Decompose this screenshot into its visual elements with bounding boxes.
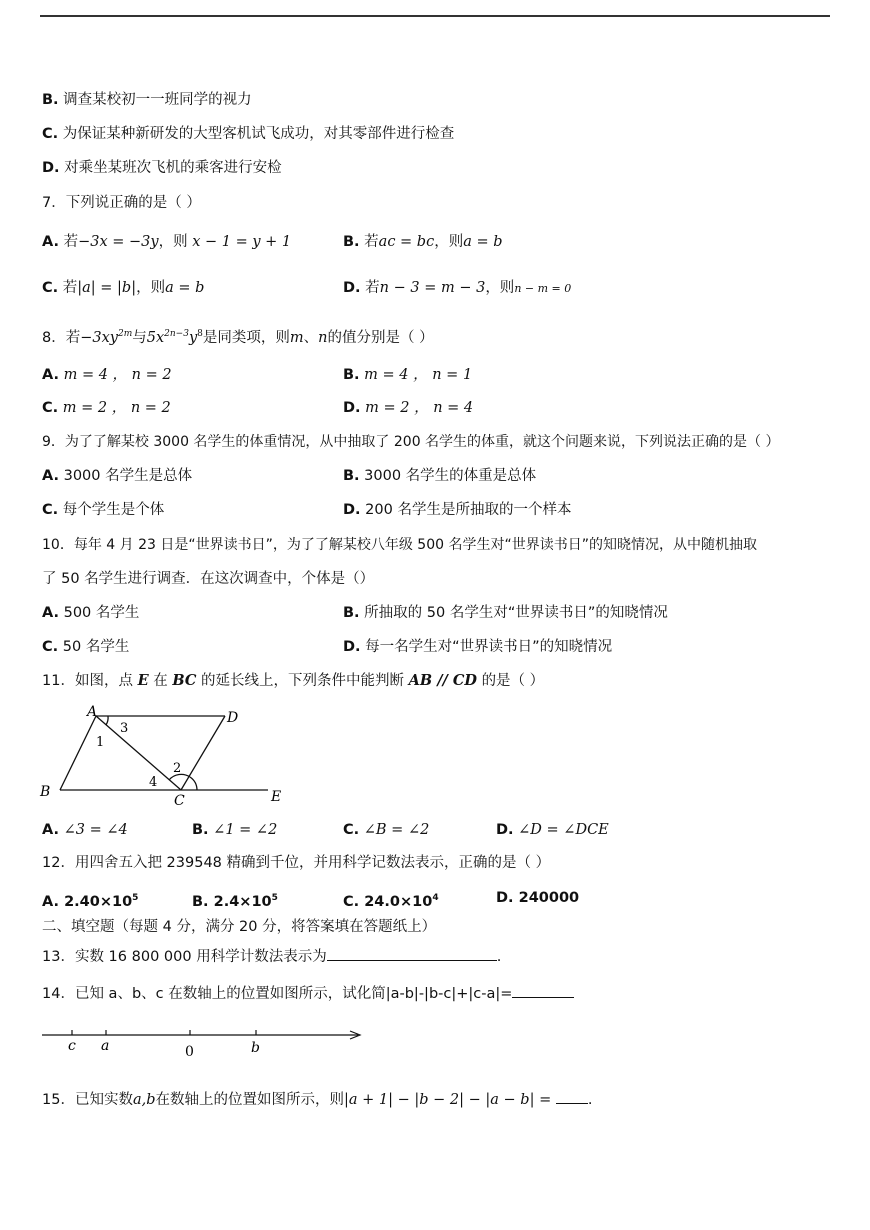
- option-prefix: 若: [62, 280, 78, 296]
- angle-2-label: 2: [173, 761, 182, 776]
- q7-option-c: [42, 278, 204, 298]
- option-label: A.: [42, 367, 59, 383]
- q9-option-a: [42, 466, 192, 486]
- q6-option-d: [42, 158, 282, 178]
- q12-stem: 12．用四舍五入把 239548 精确到千位，并用科学记数法表示，正确的是（ ）: [42, 855, 551, 871]
- option-exponent: 5: [271, 893, 278, 903]
- option-text: 500 名学生: [63, 605, 140, 621]
- option-label: A.: [42, 822, 59, 838]
- math-expr: |a + 1| − |b − 2| − |a − b| =: [344, 1092, 552, 1108]
- point-e-label: E: [271, 789, 282, 805]
- point-zero-label: 0: [185, 1044, 194, 1060]
- q15-stem: [42, 1089, 592, 1110]
- option-label: B.: [343, 605, 360, 621]
- q10-option-b: [343, 603, 668, 623]
- q8-option-a: [42, 365, 172, 385]
- segment-dc: [181, 716, 225, 790]
- angle-1-label: 1: [96, 735, 105, 750]
- option-text: 24.0×10: [364, 893, 433, 910]
- option-mid: ，则: [434, 234, 464, 250]
- option-label: B.: [343, 367, 360, 383]
- q8-sep: 、: [303, 329, 319, 346]
- point-c-label: c: [68, 1038, 76, 1054]
- q8-tail: 是同类项，则: [202, 329, 290, 346]
- option-label: B.: [192, 893, 209, 910]
- vertex-b-label: B: [40, 784, 51, 800]
- math-term: 5x: [146, 329, 165, 346]
- math-term: −3xy: [80, 329, 118, 346]
- math-exponent: 2n−3: [164, 329, 189, 339]
- math-expr: −3x = −3y: [78, 234, 159, 250]
- option-label: A.: [42, 468, 59, 484]
- math-var: n: [318, 329, 328, 346]
- angle-4-label: 4: [149, 775, 158, 790]
- point-a-label: a: [101, 1038, 110, 1054]
- q14-stem: [42, 983, 574, 1004]
- segment-ac: [96, 716, 181, 790]
- q13-text: 13．实数 16 800 000 用科学计数法表示为: [42, 949, 327, 965]
- q9-option-d: [343, 500, 571, 520]
- q8-and: 与: [132, 329, 147, 346]
- parallel-expr: AB // CD: [408, 672, 477, 689]
- q11-option-c: [343, 820, 429, 840]
- math-exponent: 2m: [117, 329, 133, 339]
- option-label: D.: [343, 280, 361, 296]
- math-expr: |a| = |b|: [77, 280, 137, 296]
- option-text: 240000: [518, 890, 580, 906]
- math-vars: a,b: [132, 1092, 156, 1108]
- q11-stem: [42, 671, 544, 691]
- q15-mid: 在数轴上的位置如图所示，则: [155, 1092, 344, 1108]
- math-expr: m = 2 ， n = 2: [62, 400, 171, 416]
- option-label: D.: [496, 890, 514, 906]
- number-line-figure: [38, 1020, 368, 1062]
- q6-option-b: [42, 90, 252, 110]
- math-expr: n − 3 = m − 3: [379, 280, 486, 296]
- option-prefix: 若: [365, 280, 380, 296]
- q11-pre: 11．如图，点: [42, 673, 133, 689]
- option-text: 2.4×10: [213, 893, 272, 910]
- option-text: 3000 名学生的体重是总体: [364, 468, 537, 484]
- math-expr: a = b: [165, 280, 205, 296]
- math-expr: m = 2 ， n = 4: [365, 400, 474, 416]
- q10-stem-line2: 了 50 名学生进行调查．在这次调查中，个体是（）: [42, 571, 375, 587]
- vertex-a-label: A: [87, 704, 98, 720]
- option-label: C.: [42, 400, 59, 416]
- option-label: D.: [42, 160, 60, 176]
- option-text: 所抽取的 50 名学生对“世界读书日”的知晓情况: [364, 605, 668, 621]
- top-rule: [40, 15, 830, 17]
- vertex-d-label: D: [227, 710, 239, 726]
- math-term: y: [188, 329, 198, 346]
- angle-arc-2: [190, 777, 197, 790]
- q7-option-d: [343, 278, 571, 299]
- option-exponent: 5: [132, 893, 139, 903]
- option-label: D.: [343, 400, 361, 416]
- math-expr: ∠D = ∠DCE: [518, 822, 609, 838]
- math-expr: ac = bc: [378, 234, 435, 250]
- option-text: 200 名学生是所抽取的一个样本: [365, 502, 572, 518]
- option-prefix: 若: [63, 234, 79, 250]
- option-text: 50 名学生: [62, 639, 130, 655]
- option-text: 为保证某种新研发的大型客机试飞成功，对其零部件进行检查: [62, 126, 455, 142]
- option-text: 2.40×10: [64, 893, 133, 910]
- answer-blank[interactable]: [512, 983, 574, 998]
- option-label: C.: [343, 822, 360, 838]
- q15-end: .: [587, 1092, 593, 1108]
- q7-option-a: [42, 232, 291, 252]
- option-label: D.: [343, 502, 361, 518]
- option-label: B.: [192, 822, 209, 838]
- q8-option-b: [343, 365, 472, 385]
- q9-stem: 9．为了了解某校 3000 名学生的体重情况，从中抽取了 200 名学生的体重，就这个问题来说，下列说法正确的是（ ）: [42, 434, 780, 450]
- math-expr: x − 1 = y + 1: [192, 234, 292, 250]
- q8-num: 8．若: [42, 329, 81, 346]
- option-text: 3000 名学生是总体: [63, 468, 193, 484]
- q8-option-c: [42, 398, 171, 418]
- math-expr: ∠3 = ∠4: [63, 822, 128, 838]
- option-label: C.: [42, 126, 59, 142]
- option-label: A.: [42, 234, 59, 250]
- q13-stem: [42, 946, 501, 967]
- q9-option-c: [42, 500, 164, 520]
- option-label: B.: [343, 234, 360, 250]
- q11-option-b: [192, 820, 277, 840]
- option-label: C.: [343, 893, 360, 910]
- q11-end: 的是（ ）: [481, 673, 545, 689]
- math-expr: a = b: [463, 234, 503, 250]
- q6-option-c: [42, 124, 454, 144]
- answer-blank[interactable]: [556, 1089, 588, 1104]
- q12-option-b: [192, 888, 278, 912]
- angle-3-label: 3: [120, 721, 129, 736]
- q11-option-a: [42, 820, 128, 840]
- q15-pre: 15．已知实数: [42, 1092, 133, 1108]
- q13-end: .: [496, 949, 502, 965]
- angle-arc-3: [106, 716, 108, 725]
- math-expr: m = 4 ， n = 1: [364, 367, 473, 383]
- option-label: D.: [496, 822, 514, 838]
- math-expr: ∠1 = ∠2: [213, 822, 278, 838]
- math-expr: m = 4 ， n = 2: [63, 367, 172, 383]
- q12-option-c: [343, 888, 439, 912]
- option-text: 对乘坐某班次飞机的乘客进行安检: [64, 160, 282, 176]
- option-label: A.: [42, 605, 59, 621]
- math-expr: n − m = 0: [514, 282, 572, 295]
- option-label: B.: [42, 92, 59, 108]
- q12-option-d: [496, 888, 579, 908]
- option-text: 调查某校初一一班同学的视力: [63, 92, 252, 108]
- q14-text: 14．已知 a、b、c 在数轴上的位置如图所示，试化简|a-b|-|b-c|+|c-a|=: [42, 986, 513, 1002]
- option-mid: ，则: [136, 280, 166, 296]
- option-text: 每一名学生对“世界读书日”的知晓情况: [365, 639, 613, 655]
- q8-end: 的值分别是（ ）: [327, 329, 434, 346]
- q11-mid2: 的延长线上，下列条件中能判断: [201, 673, 405, 689]
- q11-option-d: [496, 820, 609, 840]
- option-text: 每个学生是个体: [62, 502, 165, 518]
- q9-option-b: [343, 466, 536, 486]
- point-b-label: b: [251, 1040, 260, 1056]
- option-mid: ，则: [485, 280, 515, 296]
- segment-label: BC: [172, 672, 197, 689]
- option-label: C.: [42, 502, 59, 518]
- q10-option-d: [343, 637, 612, 657]
- option-label: C.: [42, 639, 59, 655]
- parallelogram-figure: [38, 700, 298, 810]
- q12-option-a: [42, 888, 138, 912]
- q11-mid1: 在: [153, 673, 168, 689]
- math-expr: ∠B = ∠2: [363, 822, 430, 838]
- math-exponent: 8: [197, 329, 203, 339]
- q10-option-c: [42, 637, 129, 657]
- q7-stem: 7．下列说正确的是（ ）: [42, 195, 201, 211]
- q7-option-b: [343, 232, 503, 252]
- point-label: E: [137, 672, 149, 689]
- section-heading: 二、填空题（每题 4 分，满分 20 分，将答案填在答题纸上）: [42, 919, 437, 935]
- q10-stem-line1: 10．每年 4 月 23 日是“世界读书日”，为了了解某校八年级 500 名学生对“世界读书日”的知晓情况，从中随机抽取: [42, 537, 757, 553]
- segment-ab: [60, 716, 96, 790]
- option-label: B.: [343, 468, 360, 484]
- vertex-c-label: C: [174, 793, 185, 809]
- option-prefix: 若: [364, 234, 379, 250]
- option-exponent: 4: [432, 893, 439, 903]
- q8-stem: [42, 324, 434, 348]
- option-label: A.: [42, 893, 59, 910]
- q8-option-d: [343, 398, 473, 418]
- q10-option-a: [42, 603, 139, 623]
- math-var: m: [289, 329, 304, 346]
- option-label: D.: [343, 639, 361, 655]
- option-mid: ，则: [158, 234, 188, 250]
- answer-blank[interactable]: [327, 946, 497, 961]
- option-label: C.: [42, 280, 59, 296]
